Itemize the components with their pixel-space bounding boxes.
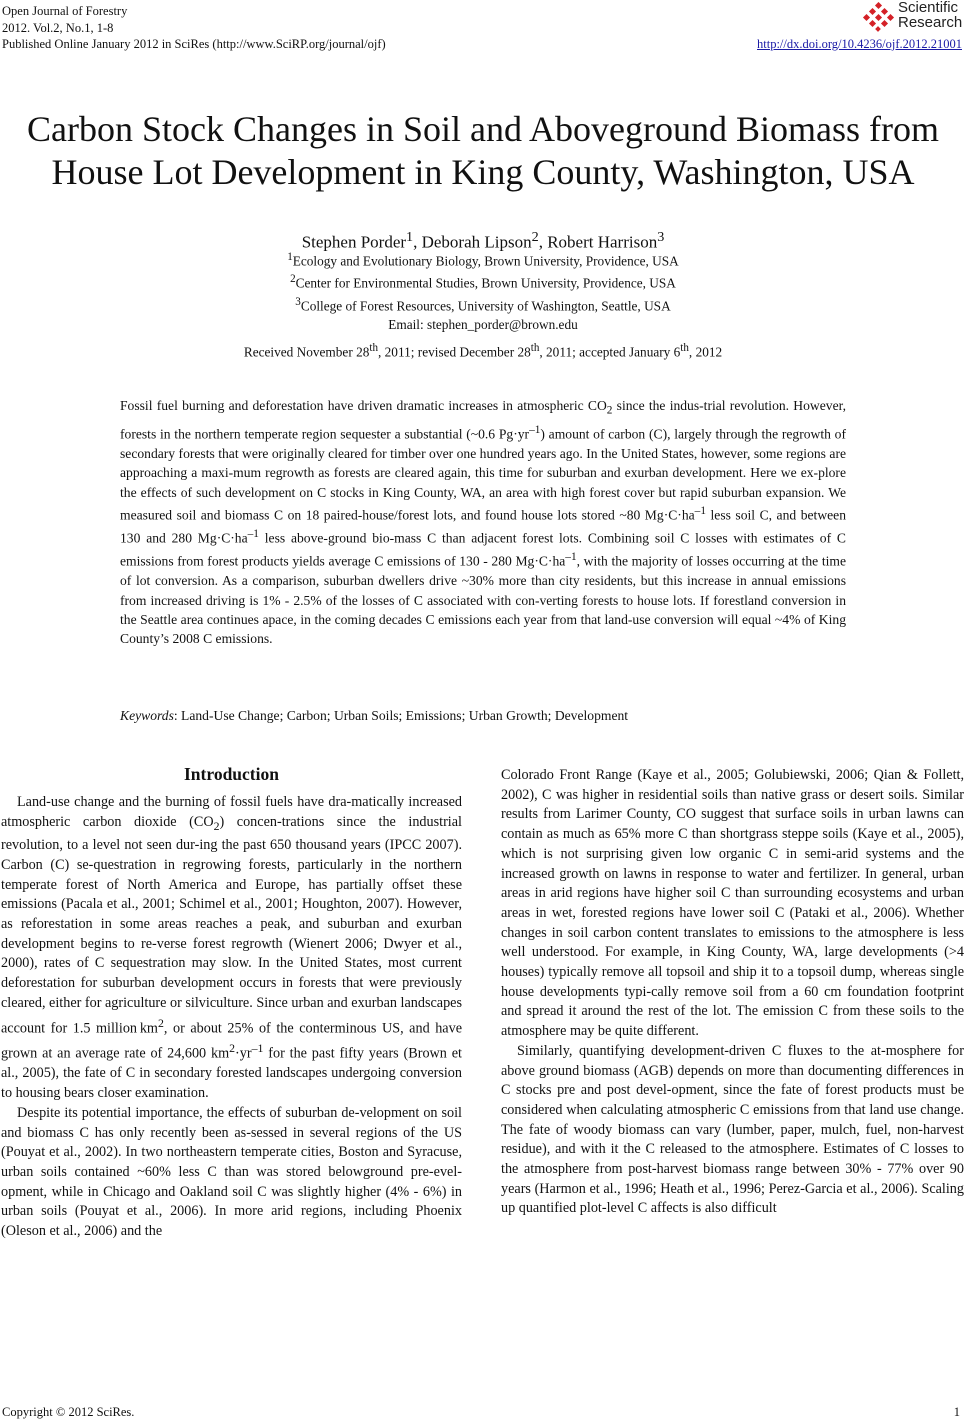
title-line-2: House Lot Development in King County, Washington, USA [51, 152, 915, 192]
received-dates: Received November 28th, 2011; revised December 28th, 2011; accepted January 6th, 2012 [243, 342, 723, 360]
title-line-1: Carbon Stock Changes in Soil and Aboveground Biomass from [27, 109, 939, 149]
affiliation: $^3$College of Forest Resources, University of Washington, Seattle, USA [295, 295, 671, 314]
author-name: Stephen Porder [301, 232, 407, 252]
affiliations [0, 248, 966, 334]
published-line: Published Online January 2012 in SciRes (http://www.SciRP.org/journal/ojf) [2, 37, 386, 51]
journal-name: Open Journal of Forestry [2, 4, 128, 18]
contact-email: Email: stephen_porder@brown.edu [388, 317, 578, 333]
affiliation: $^2$Center for Environmental Studies, Brown University, Providence, USA [290, 273, 676, 291]
keywords [120, 708, 846, 724]
paragraph: Colorado Front Range (Kaye et al., 2005; Golubiewski, 2006; Qian & Follett, 2002), C was higher in residential soils than native grass or desert soils. Similar results from Larimer County, CO suggest that surface soils in urban lawns can contain as much as 65% more C than shortgrass steppe soils (Kaye et al., 2005), which is not surprising given low organic C in semi-arid systems and the increased growth on lawns in response to water and fertilizer. In general, urban areas in arid regions have higher soil C than surrounding ecosystems and urban areas in wet, forested regions have lower soil C (Pataki et al., 2006). Whether changes in soil carbon content translates to emissions to the atmosphere is less well understood. For example, in King County, WA, large developments (>4 houses) typically remove all topsoil and ship it to a topsoil dump, whereas single house developments typi-cally remove soil from a 60 cm foundation footprint and spread it around the rest of the lot. The emission C from these soils to the atmosphere may be quite different. [501, 767, 964, 1040]
author-name: Deborah Lipson [421, 232, 532, 252]
section-heading: Introduction [184, 764, 279, 784]
journal-volume: 2012. Vol.2, No.1, 1-8 [2, 20, 114, 35]
page-number: 1 [953, 1405, 960, 1419]
author-name: Robert Harrison [547, 232, 658, 252]
right-column [501, 766, 964, 1219]
logo-text: Scientific Research [898, 0, 963, 31]
doi-link[interactable]: http://dx.doi.org/10.4236/ojf.2012.21001 [757, 37, 962, 51]
logo-diamond-icon [862, 2, 896, 32]
keywords-label: Keywords [120, 708, 174, 723]
paragraph: Land-use change and the burning of fossil fuels have dra-matically increased atmospheric carbon dioxide $(CO_2)$ concen-trations since the industrial revolution, to a level not seen dur-ing the past 650 thousand years (IPCC 2007). Carbon (C) se-questration in regrowing forests, particularly in the northern temperate forest of North America and Europe, has partially offset these emissions (Pacala et al., 2001; Schimel et al., 2001; Houghton, 2007). However, as reforestation in some areas reaches a peak, and suburban and exurban development begins to re-verse forest regrowth (Wienert 2006; Dwyer et al., 2000), rates of C sequestration may slow. In the United States, most current deforestation for suburban development occurs in forests that were previously cleared, either for agriculture or silviculture. Since urban and exurban landscapes account for 1.5 million $km^2$, or about 25% of the conterminous US, and have grown at an average rate of 24,600 $km^2\cdot yr^{-1}$ for the past fifty years (Brown et al., 2005), the fate of C in secondary forested landscapes undergoing conversion to housing bears closer examination. [1, 794, 462, 1102]
keywords-text: : Land-Use Change; Carbon; Urban Soils; Emissions; Urban Growth; Development [173, 708, 629, 723]
scientific-research-logo [862, 0, 962, 34]
author-list: Stephen Porder$^1$, Deborah Lipson$^2$, Robert Harrison$^3$ [301, 229, 665, 252]
paragraph: Despite its potential importance, the effects of suburban de-velopment on soil and biomass C has only recently been as-sessed in several regions of the US (Pouyat et al., 2002). In two northeastern temperate cities, Boston and Syracuse, urban soils contained ~60% less C than was stored belowground pre-evel-opment, while in Chicago and Oakland soil C was slightly higher (4% - 6%) in urban soils (Pouyat et al., 2006). In more arid regions, including Phoenix (Oleson et al., 2006) and the [1, 1104, 462, 1240]
paragraph: Similarly, quantifying development-driven C fluxes to the at-mosphere for above ground biomass (AGB) depends on more than documenting differences in C stocks pre and post devel-opment, since the fate of forest products must be considered when calculating atmospheric C emissions from that land use change. The fate of woody biomass can vary (lumber, paper, mulch, fuel, non-harvest residue), and with it the C released to the atmosphere. Estimates of C losses to the atmosphere from post-harvest biomass range between 30% - 77% over 90 years (Harmon et al., 1996; Heath et al., 1996; Perez-Garcia et al., 2006). Scaling up quantified plot-level C affects is also difficult [501, 1042, 964, 1217]
copyright: Copyright © 2012 SciRes. [2, 1405, 135, 1419]
journal-header [2, 3, 962, 53]
abstract: Fossil fuel burning and deforestation have driven dramatic increases in atmospheric $CO_2$ since the indus-trial revolution. However, forests in the northern temperate region sequester a substantial (~0.6 $Pg\cdot yr^{-1}$) amount of carbon (C), largely through the regrowth of secondary forests that were originally cleared for timber over one hundred years ago. In the United States, however, some regions are approaching a maxi-mum regrowth as forests are cleared again, this time for suburban and exurban development. Here we ex-plore the effects of such development on C stocks in King County, WA, an area with high forest cover but rapid suburban expansion. We measured soil and biomass C on 18 paired-house/forest lots, and found house lots stored ~80 $Mg\cdot C\cdot ha^{-1}$ less soil C, and between 130 and 280 $Mg\cdot C\cdot ha^{-1}$ less above-ground bio-mass C than adjacent forest lots. Combining soil C losses with estimates of C emissions from forest products yields average C emissions of 130 - 280 $Mg\cdot C\cdot ha^{-1}$, with the majority of losses occurring at the time of lot conversion. As a comparison, suburban dwellers drive ~30% more than city residents, but this increase in annual emissions from increased driving is 1% - 2.5% of the losses of C associated with con-verting forests to house lots. If forestland conversion in the Seattle area continues apace, in the coming decades C emissions each year from that land-use conversion will equal ~4% of King County’s 2008 C emissions. [120, 398, 846, 647]
left-column [1, 763, 462, 1242]
affiliation: $^1$Ecology and Evolutionary Biology, Brown University, Providence, USA [287, 251, 679, 269]
paper-title [0, 108, 966, 194]
